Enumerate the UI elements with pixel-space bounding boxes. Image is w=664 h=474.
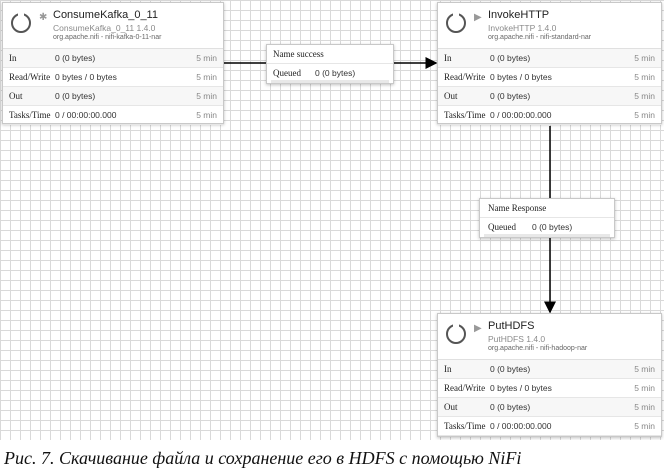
- stat-row-tasks-time: [3, 106, 223, 125]
- connection-label-success[interactable]: [266, 44, 394, 84]
- stat-label: Tasks/Time: [444, 110, 486, 120]
- processor-name: PutHDFS: [488, 320, 535, 332]
- stat-window: 5 min: [634, 383, 655, 393]
- stat-value: 0 (0 bytes): [490, 364, 531, 374]
- stat-label: In: [9, 53, 17, 63]
- stat-window: 5 min: [634, 53, 655, 63]
- stat-window: 5 min: [634, 402, 655, 412]
- stat-row-tasks-time: [438, 417, 661, 436]
- processor-name: ConsumeKafka_0_11: [53, 9, 158, 21]
- stat-label: Tasks/Time: [9, 110, 51, 120]
- processor-type: ConsumeKafka_0_11 1.4.0: [53, 23, 156, 33]
- stat-window: 5 min: [634, 421, 655, 431]
- queued-label: Queued: [488, 222, 516, 232]
- processor-bundle: org.apache.nifi - nifi-hadoop-nar: [488, 345, 588, 352]
- stat-window: 5 min: [634, 91, 655, 101]
- stat-value: 0 bytes / 0 bytes: [490, 383, 552, 393]
- queued-label: Queued: [273, 68, 301, 78]
- processor-icon: [446, 324, 466, 344]
- stat-value: 0 / 00:00:00.000: [490, 110, 552, 120]
- processor-name: InvokeHTTP: [488, 9, 550, 21]
- queued-value: 0 (0 bytes): [315, 68, 356, 78]
- stat-window: 5 min: [634, 72, 655, 82]
- connection-label-response[interactable]: [479, 198, 615, 238]
- processor-type: PutHDFS 1.4.0: [488, 334, 546, 344]
- processor-type: InvokeHTTP 1.4.0: [488, 23, 557, 33]
- connection-queued-row: [267, 64, 393, 83]
- queue-progress-bar: [484, 234, 610, 237]
- stat-value: 0 / 00:00:00.000: [55, 110, 117, 120]
- connection-name-row: [480, 199, 614, 218]
- stat-label: Read/Write: [9, 72, 51, 82]
- processor-put-hdfs[interactable]: [437, 313, 662, 437]
- processor-bundle: org.apache.nifi - nifi-standard-nar: [488, 34, 592, 41]
- stat-label: In: [444, 53, 452, 63]
- connection-name-row: [267, 45, 393, 64]
- stat-value: 0 (0 bytes): [490, 402, 531, 412]
- connection-name: Name success: [273, 49, 324, 59]
- processor-header: [3, 3, 223, 49]
- stat-label: In: [444, 364, 452, 374]
- stat-value: 0 / 00:00:00.000: [490, 421, 552, 431]
- stat-window: 5 min: [196, 110, 217, 120]
- processor-header: [438, 314, 661, 360]
- stat-row-read-write: [438, 68, 661, 87]
- stat-row-tasks-time: [438, 106, 661, 125]
- processor-icon: [446, 13, 466, 33]
- processor-invoke-http[interactable]: [437, 2, 662, 124]
- stopped-state-icon: ▶: [474, 323, 482, 334]
- stat-row-read-write: [438, 379, 661, 398]
- processor-bundle: org.apache.nifi - nifi-kafka-0-11-nar: [53, 34, 162, 41]
- stat-window: 5 min: [196, 91, 217, 101]
- stat-value: 0 (0 bytes): [490, 53, 531, 63]
- stat-row-in: [3, 49, 223, 68]
- stat-value: 0 bytes / 0 bytes: [55, 72, 117, 82]
- stat-value: 0 bytes / 0 bytes: [490, 72, 552, 82]
- stat-value: 0 (0 bytes): [55, 91, 96, 101]
- stat-label: Out: [444, 91, 458, 101]
- connection-name: Name Response: [488, 203, 547, 213]
- stat-row-read-write: [3, 68, 223, 87]
- stat-window: 5 min: [196, 53, 217, 63]
- stat-label: Read/Write: [444, 383, 486, 393]
- stat-label: Read/Write: [444, 72, 486, 82]
- invalid-state-icon: ✱: [39, 12, 48, 23]
- connection-queued-row: [480, 218, 614, 237]
- stat-row-in: [438, 49, 661, 68]
- stopped-state-icon: ▶: [474, 12, 482, 23]
- processor-header: [438, 3, 661, 49]
- stat-label: Out: [444, 402, 458, 412]
- processor-icon: [11, 13, 31, 33]
- stat-label: Tasks/Time: [444, 421, 486, 431]
- stat-row-out: [438, 398, 661, 417]
- stat-window: 5 min: [634, 364, 655, 374]
- stat-value: 0 (0 bytes): [55, 53, 96, 63]
- stat-value: 0 (0 bytes): [490, 91, 531, 101]
- stat-label: Out: [9, 91, 23, 101]
- stat-row-out: [3, 87, 223, 106]
- stat-window: 5 min: [196, 72, 217, 82]
- queue-progress-bar: [271, 80, 389, 83]
- stat-row-out: [438, 87, 661, 106]
- figure-caption: Рис. 7. Скачивание файла и сохранение его в HDFS с помощью NiFi: [4, 448, 522, 468]
- queued-value: 0 (0 bytes): [532, 222, 573, 232]
- stat-row-in: [438, 360, 661, 379]
- stat-window: 5 min: [634, 110, 655, 120]
- processor-consume-kafka[interactable]: [2, 2, 224, 124]
